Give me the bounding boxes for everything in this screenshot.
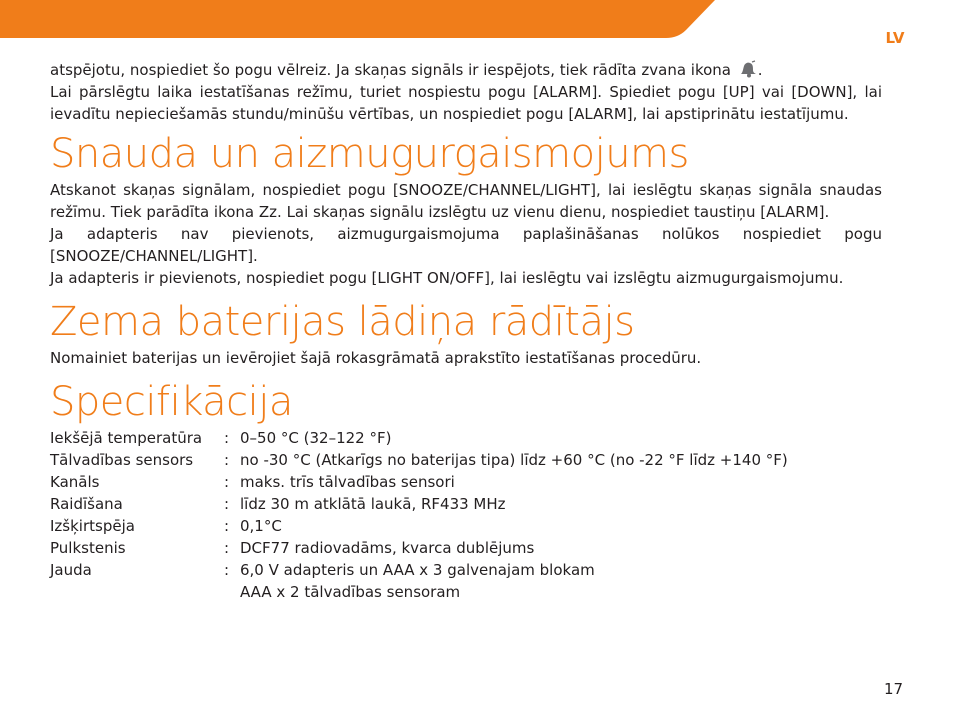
- spec-key: Iekšējā temperatūra: [50, 429, 203, 447]
- spec-separator: :: [224, 539, 230, 557]
- snooze-paragraph-3: Ja adapteris ir pievienots, nospiediet pogu [LIGHT ON/OFF], lai ieslēgtu vai izslēgtu aizmugurgaismojumu.: [50, 269, 844, 287]
- spec-key: Tālvadības sensors: [50, 451, 194, 469]
- spec-row: [50, 559, 788, 581]
- heading-low-battery: Zema baterijas lādiņa rādītājs: [50, 299, 635, 345]
- battery-paragraph-1: Nomainiet baterijas un ievērojiet šajā rokasgrāmatā aprakstīto iestatīšanas procedūru.: [50, 349, 702, 367]
- snooze-paragraph-1: Atskanot skaņas signālam, nospiediet pogu [SNOOZE/CHANNEL/LIGHT], lai ieslēgtu skaņas signāla snaudas režīmu. Tiek parādīta ikona Zz. Lai skaņas signālu izslēgtu uz vienu dienu, nospiediet taustiņu [ALARM].: [50, 181, 882, 221]
- spec-row: [50, 581, 788, 603]
- intro-text: atspējotu, nospiediet šo pogu vēlreiz. Ja skaņas signāls ir iespējots, tiek rādīta zvana ikona: [50, 61, 731, 79]
- orange-header-band: [0, 0, 954, 40]
- spec-value: 0–50 °C (32–122 °F): [240, 429, 392, 447]
- page-content: [50, 59, 882, 603]
- page-number: 17: [884, 680, 904, 698]
- spec-key: [50, 581, 224, 603]
- spec-separator: :: [224, 473, 230, 491]
- spec-value: līdz 30 m atklātā laukā, RF433 MHz: [240, 495, 506, 513]
- spec-value: 6,0 V adapteris un AAA x 3 galvenajam blokam: [240, 561, 595, 579]
- spec-row: [50, 471, 788, 493]
- spec-separator: :: [224, 517, 230, 535]
- language-label: LV: [885, 29, 905, 47]
- spec-key: Raidīšana: [50, 495, 123, 513]
- spec-value: no -30 °C (Atkarīgs no baterijas tipa) līdz +60 °C (no -22 °F līdz +140 °F): [240, 451, 788, 469]
- spec-separator: :: [224, 451, 230, 469]
- spec-key: Izšķirtspēja: [50, 517, 135, 535]
- spec-row: [50, 427, 788, 449]
- spec-key: Pulkstenis: [50, 539, 126, 557]
- heading-specification: Specifikācija: [50, 379, 293, 425]
- spec-row: [50, 537, 788, 559]
- spec-separator-blank: [224, 581, 240, 603]
- intro-paragraph-1: [50, 59, 882, 81]
- snooze-paragraph-2: Ja adapteris nav pievienots, aizmugurgaismojuma paplašināšanas nolūkos nospiediet pogu [SNOOZE/CHANNEL/LIGHT].: [50, 225, 882, 265]
- heading-snooze: Snauda un aizmugurgaismojums: [50, 131, 689, 177]
- bell-icon: [738, 60, 758, 78]
- intro-text-end: .: [757, 61, 763, 79]
- intro-paragraph-2: Lai pārslēgtu laika iestatīšanas režīmu, turiet nospiestu pogu [ALARM]. Spiediet pogu [UP] vai [DOWN], lai ievadītu nepieciešamās stundu/minūšu vērtības, un nospiediet pogu [ALARM], lai apstiprinātu iestatījumu.: [50, 83, 882, 123]
- spec-table: [50, 427, 788, 603]
- spec-value: AAA x 2 tālvadības sensoram: [240, 583, 461, 601]
- spec-separator: :: [224, 429, 230, 447]
- spec-key: Kanāls: [50, 473, 100, 491]
- spec-row: [50, 493, 788, 515]
- spec-separator: :: [224, 495, 230, 513]
- spec-separator: :: [224, 561, 230, 579]
- spec-row: [50, 449, 788, 471]
- spec-key: Jauda: [50, 561, 92, 579]
- spec-value: DCF77 radiovadāms, kvarca dublējums: [240, 539, 535, 557]
- spec-value: 0,1°C: [240, 517, 282, 535]
- spec-value: maks. trīs tālvadības sensori: [240, 473, 455, 491]
- spec-row: [50, 515, 788, 537]
